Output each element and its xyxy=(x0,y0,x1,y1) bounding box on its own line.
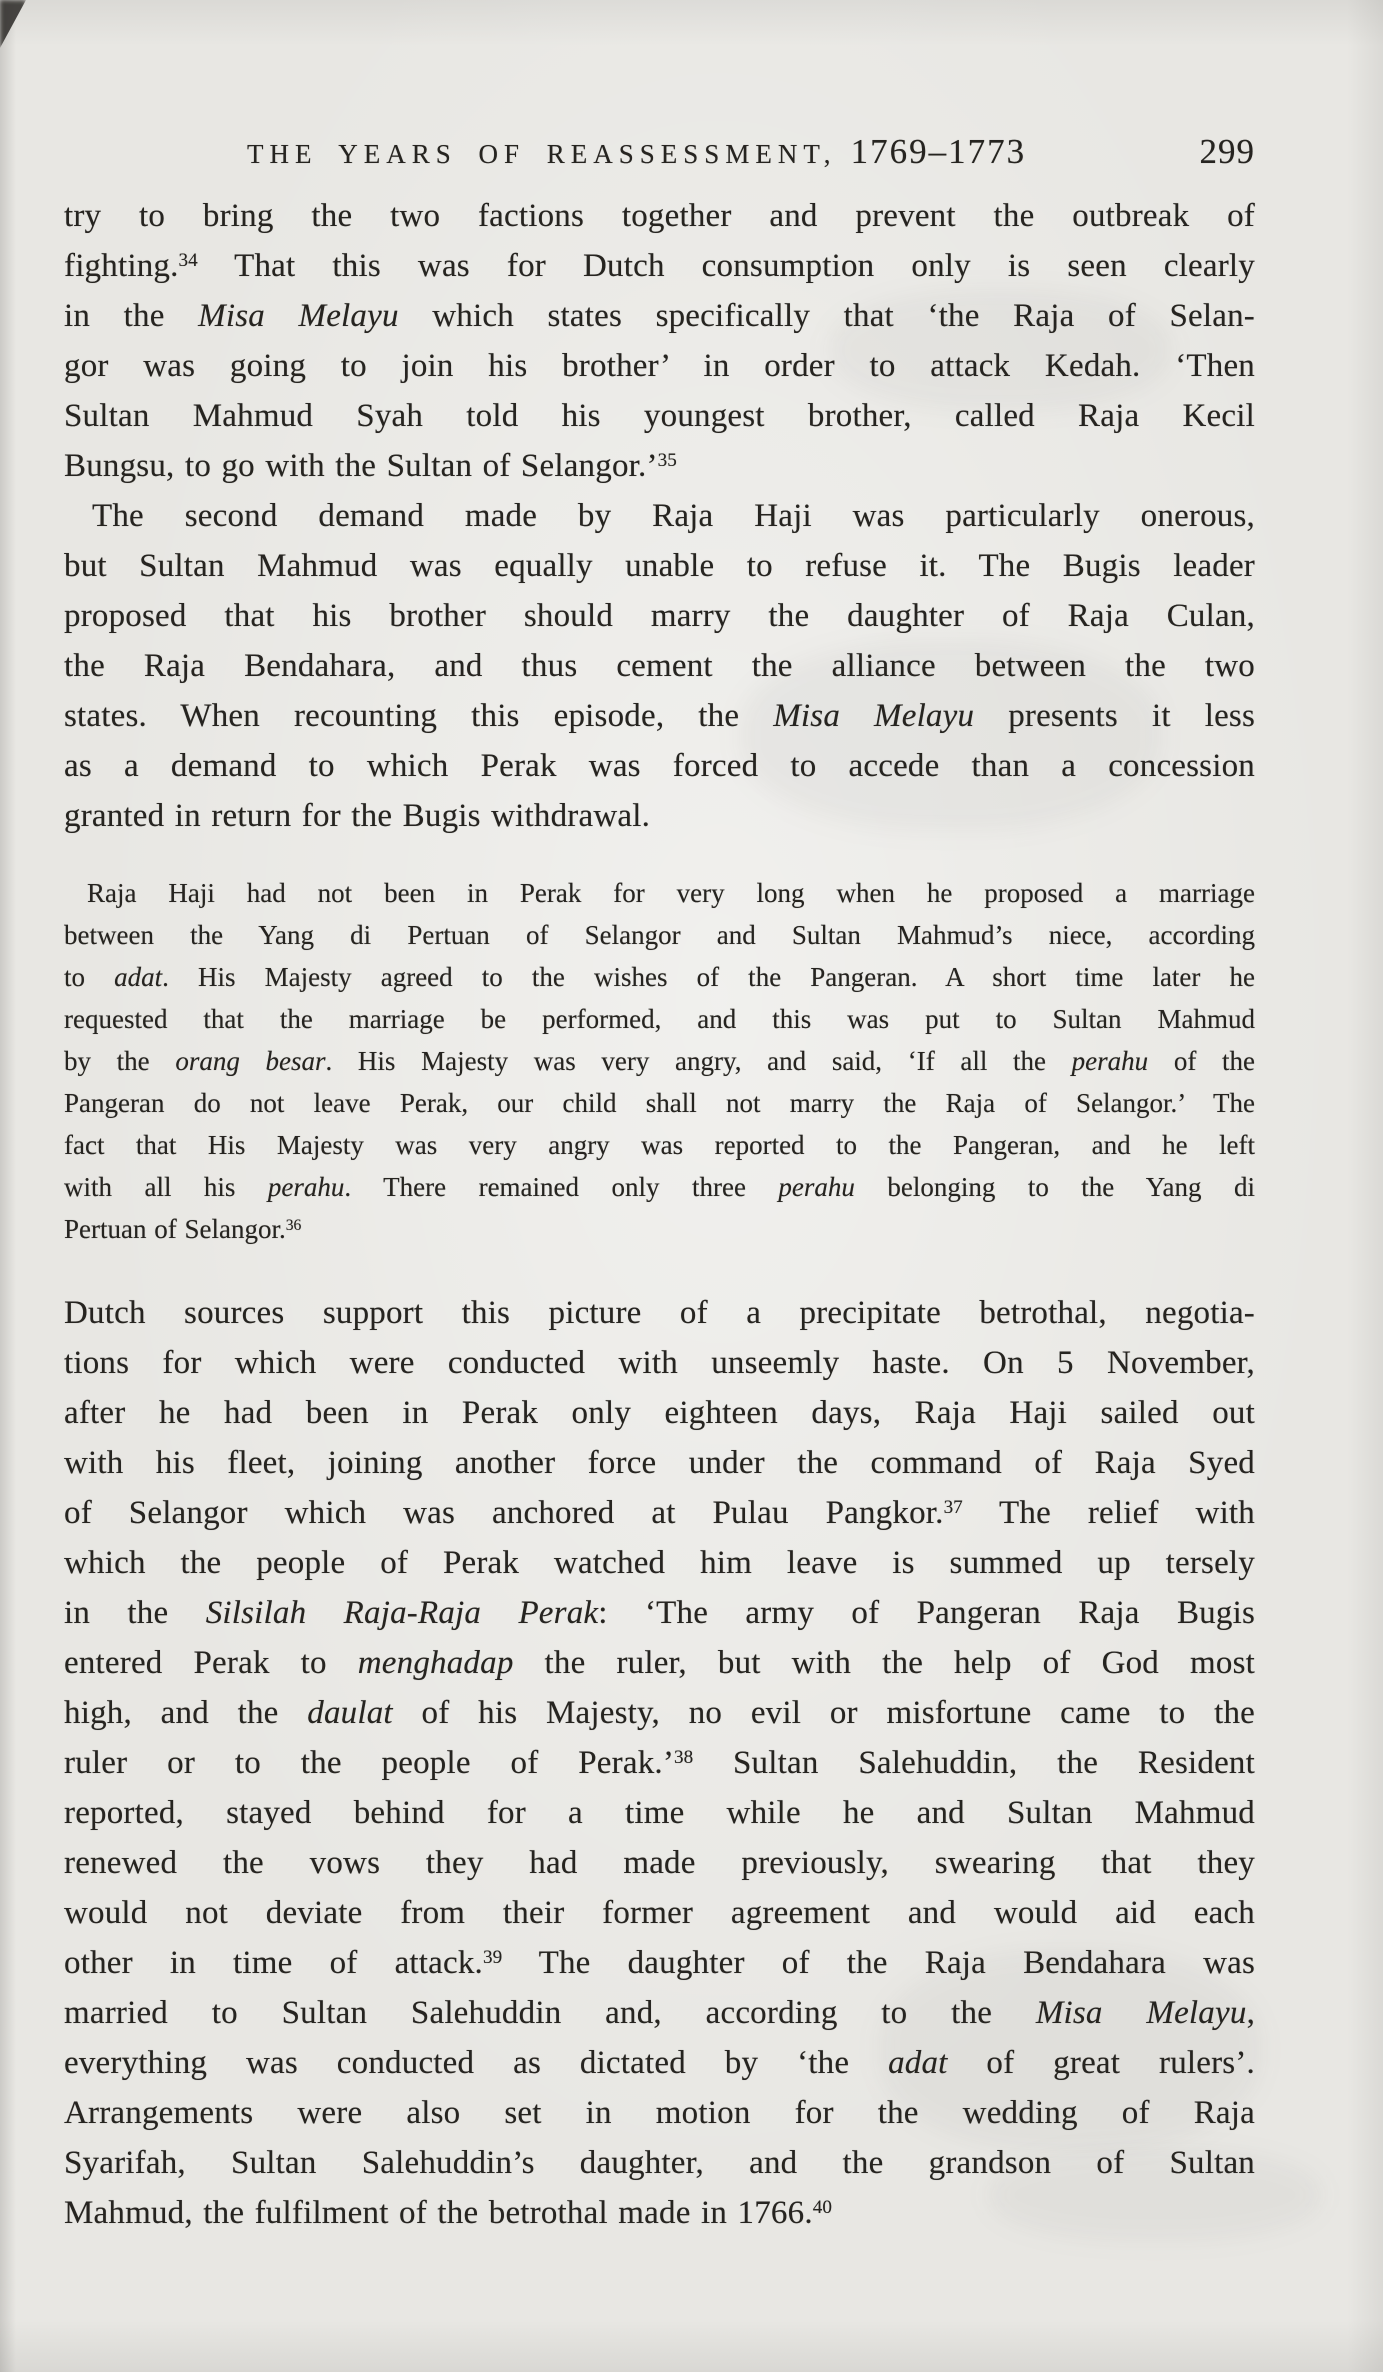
text-line: the Raja Bendahara, and thus cement the alliance between the two xyxy=(64,648,1255,684)
running-header xyxy=(64,132,1255,172)
italic-term: Misa Melayu xyxy=(1035,1995,1247,2031)
italic-term: perahu xyxy=(267,1172,345,1202)
text-line: with all his perahu. There remained only three perahu belonging to the Yang di xyxy=(64,1172,1256,1202)
italic-term: Misa Melayu xyxy=(198,298,399,334)
text-line: Mahmud, the fulfilment of the betrothal made in 1766.40 xyxy=(64,2195,832,2231)
footnote-reference: 40 xyxy=(812,2197,832,2219)
chapter-years: 1769–1773 xyxy=(850,132,1027,171)
text-line: of Selangor which was anchored at Pulau Pangkor.$^{37}$ The relief with xyxy=(64,1495,1256,1531)
text-line: try to bring the two factions together and prevent the outbreak of xyxy=(64,198,1255,234)
text-line: high, and the daulat of his Majesty, no evil or misfortune came to the xyxy=(64,1695,1255,1731)
text-line: to adat. His Majesty agreed to the wishes of the Pangeran. A short time later he xyxy=(64,962,1255,992)
text-line: fact that His Majesty was very angry was reported to the Pangeran, and he left xyxy=(64,1130,1255,1160)
text-line: Syarifah, Sultan Salehuddin’s daughter, and the grandson of Sultan xyxy=(64,2145,1255,2181)
text-line: in the Silsilah Raja-Raja Perak: ‘The army of Pangeran Raja Bugis xyxy=(64,1595,1255,1631)
italic-term: Silsilah Raja-Raja Perak xyxy=(205,1595,599,1631)
italic-term: daulat xyxy=(307,1695,393,1731)
text-line: would not deviate from their former agreement and would aid each xyxy=(64,1895,1255,1931)
text-line: married to Sultan Salehuddin and, according to the Misa Melayu, xyxy=(64,1995,1256,2031)
text-line: Arrangements were also set in motion for the wedding of Raja xyxy=(64,2095,1255,2131)
italic-term: perahu xyxy=(778,1172,855,1202)
text-line: tions for which were conducted with unseemly haste. On 5 November, xyxy=(64,1345,1255,1381)
italic-term: Misa Melayu xyxy=(773,698,975,734)
text-line: requested that the marriage be performed, and this was put to Sultan Mahmud xyxy=(64,1004,1255,1034)
text-line: proposed that his brother should marry the daughter of Raja Culan, xyxy=(64,598,1255,634)
footnote-reference: 38 xyxy=(674,1747,694,1769)
text-line: by the orang besar. His Majesty was very angry, and said, ‘If all the perahu of the xyxy=(64,1046,1255,1076)
paragraph-opening xyxy=(64,191,1255,491)
text-line: Dutch sources support this picture of a precipitate betrothal, negotia- xyxy=(64,1295,1255,1331)
text-line: everything was conducted as dictated by ‘the adat of great rulers’. xyxy=(64,2045,1255,2081)
footnote-reference: 37 xyxy=(943,1497,963,1519)
page-number: 299 xyxy=(1199,132,1255,171)
text-line: Raja Haji had not been in Perak for very long when he proposed a marriage xyxy=(87,878,1255,908)
italic-term: perahu xyxy=(1071,1046,1149,1076)
italic-term: adat xyxy=(888,2045,948,2081)
italic-term: orang besar xyxy=(175,1046,326,1076)
text-line: fighting.$^{34}$ That this was for Dutch consumption only is seen clearly xyxy=(64,248,1255,284)
text-line: other in time of attack.$^{39}$ The daughter of the Raja Bendahara was xyxy=(64,1945,1255,1981)
text-line: gor was going to join his brother’ in order to attack Kedah. ‘Then xyxy=(64,348,1255,384)
text-line: between the Yang di Pertuan of Selangor and Sultan Mahmud’s niece, according xyxy=(64,920,1255,950)
extract-quotation xyxy=(64,872,1255,1250)
running-header-row xyxy=(64,132,1255,172)
text-line: as a demand to which Perak was forced to accede than a concession xyxy=(64,748,1255,784)
text-line: The second demand made by Raja Haji was particularly onerous, xyxy=(92,498,1255,534)
text-line: reported, stayed behind for a time while he and Sultan Mahmud xyxy=(64,1795,1255,1831)
text-line: Bungsu, to go with the Sultan of Selangor.’$^{35}$ xyxy=(64,448,677,484)
text-line: with his fleet, joining another force under the command of Raja Syed xyxy=(64,1445,1255,1481)
italic-term: menghadap xyxy=(357,1645,514,1681)
footnote-reference: 39 xyxy=(483,1947,503,1969)
text-line: granted in return for the Bugis withdrawal. xyxy=(64,798,651,834)
text-line: states. When recounting this episode, the Misa Melayu presents it less xyxy=(64,698,1255,734)
footnote-reference: 34 xyxy=(178,250,198,272)
text-line: ruler or to the people of Perak.’$^{38}$ Sultan Salehuddin, the Resident xyxy=(64,1745,1255,1781)
italic-term: adat xyxy=(114,962,163,992)
footnote-reference: 35 xyxy=(657,450,677,472)
text-line: Sultan Mahmud Syah told his youngest brother, called Raja Kecil xyxy=(64,398,1255,434)
text-line: but Sultan Mahmud was equally unable to refuse it. The Bugis leader xyxy=(64,548,1255,584)
text-line: Pertuan of Selangor.$^{36}$ xyxy=(64,1214,302,1244)
text-line: Pangeran do not leave Perak, our child shall not marry the Raja of Selangor.’ The xyxy=(64,1088,1255,1118)
footnote-reference: 36 xyxy=(285,1216,302,1234)
paragraph-second-demand xyxy=(64,491,1255,841)
text-line: in the Misa Melayu which states specifically that ‘the Raja of Selan- xyxy=(64,298,1255,334)
text-line: which the people of Perak watched him leave is summed up tersely xyxy=(64,1545,1255,1581)
text-line: entered Perak to menghadap the ruler, but with the help of God most xyxy=(64,1645,1255,1681)
text-line: after he had been in Perak only eighteen days, Raja Haji sailed out xyxy=(64,1395,1255,1431)
paragraph-dutch-sources xyxy=(64,1288,1255,2238)
text-line: renewed the vows they had made previously, swearing that they xyxy=(64,1845,1255,1881)
text-column xyxy=(64,191,1255,2238)
scan-corner-shadow xyxy=(0,0,26,48)
chapter-title: THE YEARS OF REASSESSMENT, xyxy=(247,139,837,169)
